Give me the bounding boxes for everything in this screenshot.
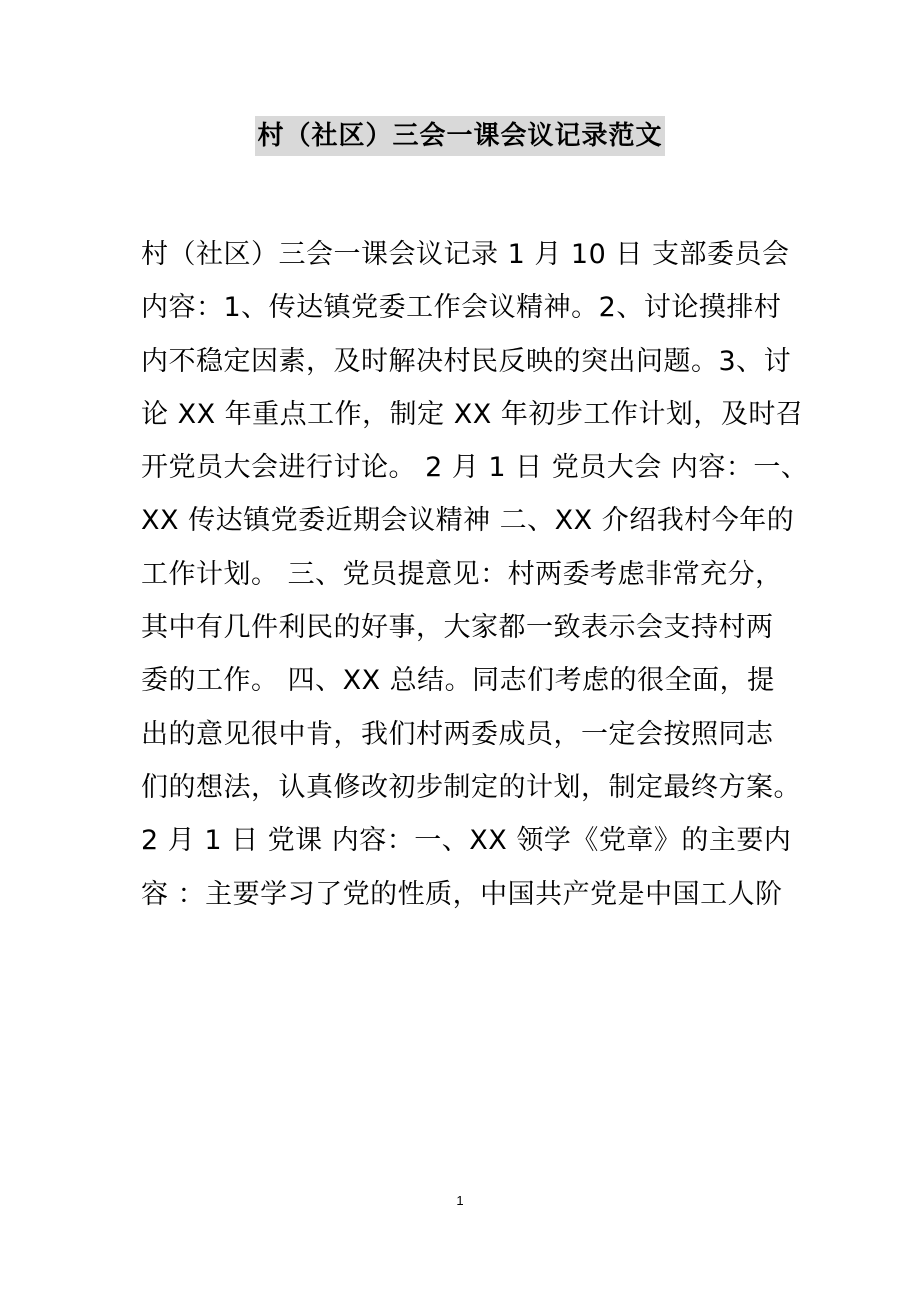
document-title: 村（社区）三会一课会议记录范文 bbox=[255, 116, 664, 156]
body-line: 工作计划。 三、党员提意见：村两委考虑非常充分， bbox=[141, 558, 783, 590]
body-line: 内不稳定因素，及时解决村民反映的突出问题。3、讨 bbox=[141, 345, 792, 377]
body-line: 其中有几件利民的好事，大家都一致表示会支持村两 bbox=[141, 612, 774, 644]
body-line: 内容：1、传达镇党委工作会议精神。2、讨论摸排村 bbox=[141, 292, 782, 324]
body-line: 村（社区）三会一课会议记录 1 月 10 日 支部委员会 bbox=[141, 239, 790, 270]
body-line: 委的工作。 四、XX 总结。同志们考虑的很全面，提 bbox=[141, 665, 775, 697]
body-text bbox=[141, 228, 809, 921]
body-line: 论 XX 年重点工作，制定 XX 年初步工作计划，及时召 bbox=[141, 398, 804, 430]
body-line: 开党员大会进行讨论。 2 月 1 日 党员大会 内容：一、 bbox=[141, 452, 809, 484]
body-line: 容 ：主要学习了党的性质，中国共产党是中国工人阶 bbox=[141, 878, 783, 910]
body-line: XX 传达镇党委近期会议精神 二、XX 介绍我村今年的 bbox=[141, 505, 795, 537]
body-line: 出的意见很中肯，我们村两委成员，一定会按照同志 bbox=[141, 718, 774, 750]
page-number: 1 bbox=[456, 1193, 464, 1208]
body-line: 们的想法，认真修改初步制定的计划，制定最终方案。 bbox=[141, 771, 801, 803]
body-line: 2 月 1 日 党课 内容：一、XX 领学《党章》的主要内 bbox=[141, 825, 792, 857]
title-container bbox=[0, 116, 920, 156]
